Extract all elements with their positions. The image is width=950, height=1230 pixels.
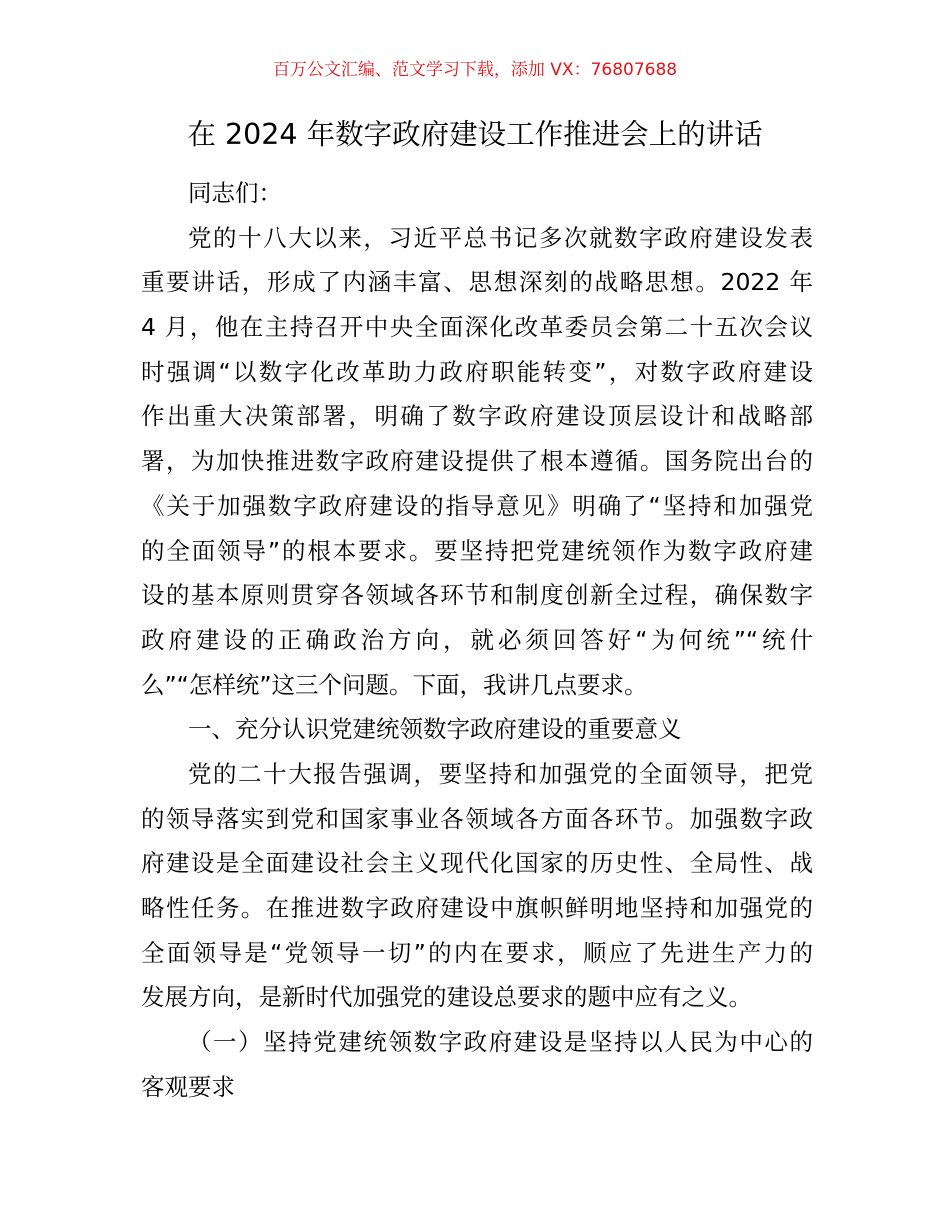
paragraph-line: 设的基本原则贯穿各领域各环节和制度创新全过程，确保数字 [141,581,813,610]
paragraph-line: 4 月，他在主持召开中央全面深化改革委员会第二十五次会议 [141,313,813,342]
paragraph-line: 发展方向，是新时代加强党的建设总要求的题中应有之义。 [141,983,752,1012]
paragraph-line: 署，为加快推进数字政府建设提供了根本遵循。国务院出台的 [141,447,813,476]
subsection-heading: （一）坚持党建统领数字政府建设是坚持以人民为中心的 [188,1028,813,1057]
paragraph-line: 《关于加强数字政府建设的指导意见》明确了“坚持和加强党 [141,491,813,520]
subsection-heading: 客观要求 [141,1072,235,1101]
paragraph-line: 时强调“以数字化改革助力政府职能转变”，对数字政府建设 [141,357,813,386]
paragraph-line: 党的十八大以来，习近平总书记多次就数字政府建设发表 [188,223,813,252]
paragraph-line: 的全面领导”的根本要求。要坚持把党建统领作为数字政府建 [141,536,813,565]
paragraph-line: 的领导落实到党和国家事业各领域各方面各环节。加强数字政 [141,804,813,833]
paragraph-line: 全面领导是“党领导一切”的内在要求，顺应了先进生产力的 [141,938,813,967]
paragraph-line: 略性任务。在推进数字政府建设中旗帜鲜明地坚持和加强党的 [141,894,813,922]
paragraph-line: 重要讲话，形成了内涵丰富、思想深刻的战略思想。2022 年 [141,268,813,297]
salutation: 同志们： [188,179,282,207]
section-heading: 一、充分认识党建统领数字政府建设的重要意义 [188,715,682,744]
paragraph-line: 政府建设的正确政治方向，就必须回答好“为何统”“统什 [141,625,813,654]
paragraph-line: 府建设是全面建设社会主义现代化国家的历史性、全局性、战 [141,849,813,878]
document-body [141,171,813,1109]
paragraph-line: 党的二十大报告强调，要坚持和加强党的全面领导，把党 [188,759,813,788]
watermark-banner: 百万公文汇编、范文学习下载，添加 VX：76807688 [272,60,678,80]
paragraph-line: 作出重大决策部署，明确了数字政府建设顶层设计和战略部 [141,402,813,431]
document-title: 在 2024 年数字政府建设工作推进会上的讲话 [187,118,763,151]
paragraph-line: 么”“怎样统”这三个问题。下面，我讲几点要求。 [141,670,648,699]
